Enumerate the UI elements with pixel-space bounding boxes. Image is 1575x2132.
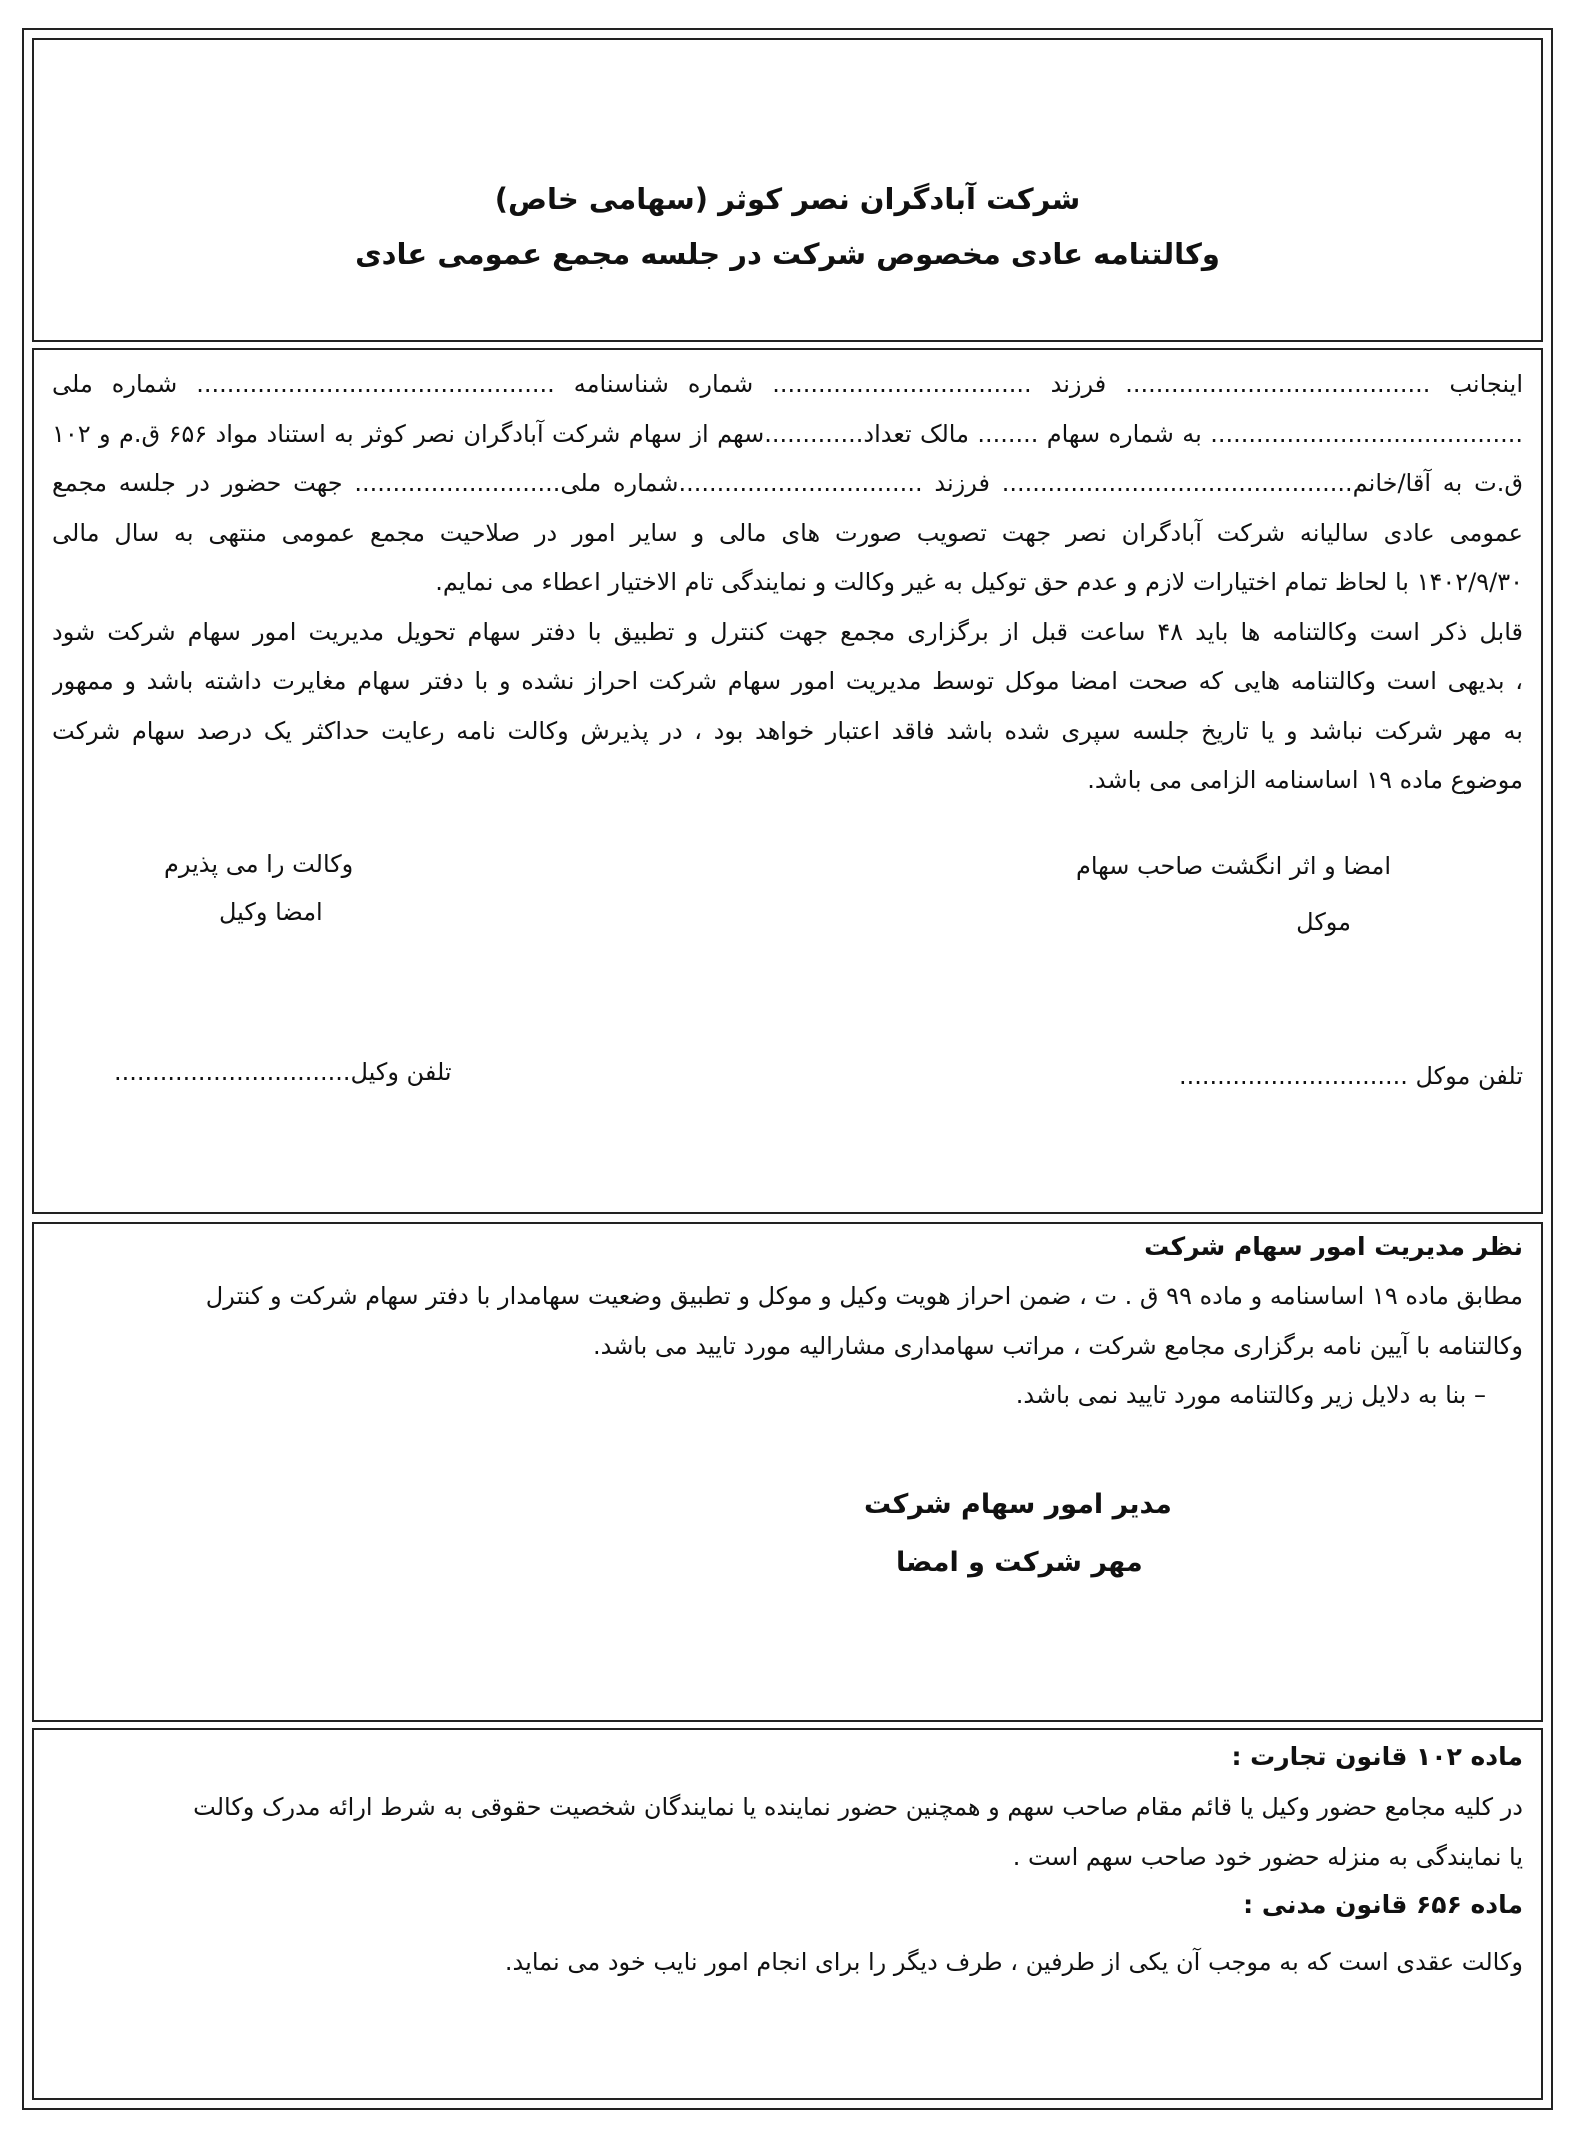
- header-box: [32, 38, 1543, 342]
- body-line: به مهر شرکت نباشد و یا تاریخ جلسه سپری شده باشد فاقد اعتبار خواهد بود ، در پذیرش وکالت نامه رعایت حداکثر یک درصد سهام شرکت: [52, 716, 1523, 745]
- legal-articles-box: [32, 1728, 1543, 2100]
- article-102-text: در کلیه مجامع حضور وکیل یا قائم مقام صاحب سهم و همچنین حضور نماینده یا نمایندگان شخصیت حقوقی به شرط ارائه مدرک وکالت: [193, 1793, 1523, 1821]
- management-opinion-box: [32, 1222, 1543, 1722]
- management-text-line: مطابق ماده ۱۹ اساسنامه و ماده ۹۹ ق . ت ، ضمن احراز هویت وکیل و موکل و تطبیق وضعیت سهامدار با دفتر سهام شرکت و کنترل: [205, 1282, 1523, 1310]
- body-line: ، بدیهی است وکالتنامه هایی که صحت امضا موکل توسط مدیریت امور سهام شرکت احراز نشده و با دفتر سهام مغایرت داشته باشد و ممهور: [52, 667, 1523, 695]
- body-line: ق.ت به آقا/خانم.............................................. فرزند ................................شماره ملی........................... جهت حضور در جلسه مجمع: [52, 469, 1523, 497]
- principal-signature-label: امضا و اثر انگشت صاحب سهام: [1076, 852, 1391, 880]
- body-line: اینجانب ........................................ فرزند .................................. شماره شناسنامه ............................................... شماره ملی: [52, 370, 1523, 398]
- principal-phone-field[interactable]: تلفن موکل ..............................: [1178, 1062, 1523, 1090]
- seal-signature-label: مهر شرکت و امضا: [896, 1547, 1143, 1578]
- article-102-heading: ماده ۱۰۲ قانون تجارت :: [1231, 1742, 1523, 1771]
- body-line: موضوع ماده ۱۹ اساسنامه الزامی می باشد.: [1087, 766, 1523, 794]
- article-656-heading: ماده ۶۵۶ قانون مدنی :: [1243, 1890, 1523, 1919]
- agent-phone-field[interactable]: تلفن وکیل...............................: [114, 1058, 452, 1086]
- body-line: ......................................... به شماره سهام ........ مالک تعداد.............سهم از سهام شرکت آبادگران نصر کوثر به استناد مواد ۶۵۶ ق.م و ۱۰۲: [52, 419, 1523, 448]
- manager-title: مدیر امور سهام شرکت: [864, 1489, 1172, 1520]
- power-of-attorney-body: [32, 348, 1543, 1214]
- body-line: عمومی عادی سالیانه شرکت آبادگران نصر جهت تصویب صورت های مالی و سایر امور در صلاحیت مجمع عمومی منتهی به سال مالی: [52, 518, 1523, 547]
- company-title: شرکت آبادگران نصر کوثر (سهامی خاص): [494, 182, 1081, 216]
- accept-label: وکالت را می پذیرم: [164, 850, 354, 878]
- body-line: ۱۴۰۲/۹/۳۰ با لحاظ تمام اختیارات لازم و عدم حق توکیل به غیر وکالت و نمایندگی تام الاختیار اعطاء می نمایم.: [435, 568, 1523, 596]
- body-line: قابل ذکر است وکالتنامه ها باید ۴۸ ساعت قبل از برگزاری مجمع جهت کنترل و تطبیق با دفتر سهام تحویل مدیریت امور سهام شرکت شود: [52, 617, 1523, 646]
- attorney-paragraph: [52, 360, 1523, 806]
- principal-label: موکل: [1296, 908, 1351, 936]
- article-102-text: یا نمایندگی به منزله حضور خود صاحب سهم است .: [1012, 1843, 1523, 1871]
- management-text-line: وکالتنامه با آیین نامه برگزاری مجامع شرکت ، مراتب سهامداری مشاراليه مورد تایید می باشد.: [592, 1332, 1523, 1360]
- article-656-text: وکالت عقدی است که به موجب آن یکی از طرفین ، طرف دیگر را برای انجام امور نایب خود می نماید.: [504, 1948, 1523, 1976]
- form-title: وکالتنامه عادی مخصوص شرکت در جلسه مجمع عمومی عادی: [355, 237, 1220, 271]
- management-heading: نظر مدیریت امور سهام شرکت: [1144, 1232, 1523, 1261]
- agent-signature-label: امضا وکیل: [219, 898, 323, 926]
- management-rejection-line: – بنا به دلایل زیر وکالتنامه مورد تایید نمی باشد.: [1015, 1381, 1486, 1409]
